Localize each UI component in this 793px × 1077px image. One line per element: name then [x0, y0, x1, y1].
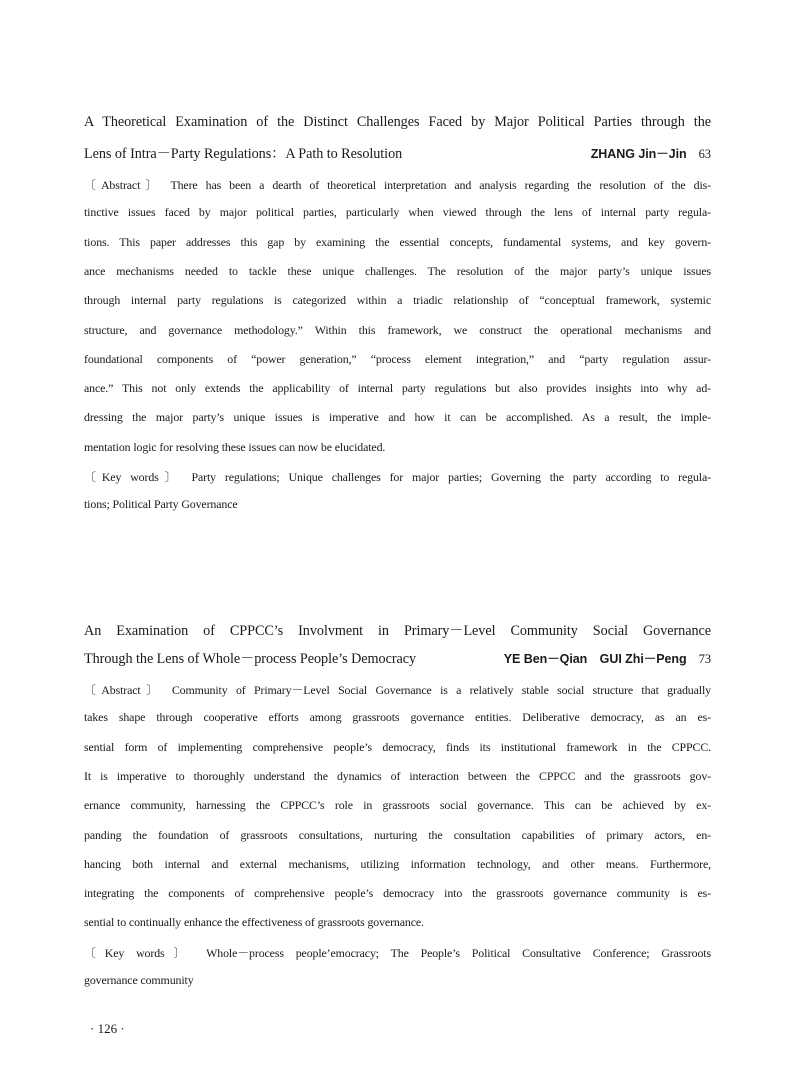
article-title-line: An Examination of CPPCC’s Involvment in Primary－Level Community Social Governance [84, 623, 711, 639]
abstract-line: ance mechanisms needed to tackle these unique challenges. The resolution of the major party’s unique issues [84, 263, 711, 278]
keywords-line: governance community [84, 973, 194, 987]
abstract-line: sential form of implementing comprehensive people’s democracy, finds its institutional framework in the CPPCC. [84, 739, 711, 754]
abstract-line: structure, and governance methodology.” Within this framework, we construct the operational mechanisms and [84, 322, 711, 337]
abstract-line: It is imperative to thoroughly understand the dynamics of interaction between the CPPCC and the grassroots gov- [84, 768, 711, 783]
article-title-row [84, 648, 711, 668]
abstract-line: takes shape through cooperative efforts among grassroots governance entities. Deliberative democracy, as an es- [84, 710, 711, 725]
article-title-line: Lens of Intra－Party Regulations：A Path to Resolution [84, 146, 403, 162]
article-title-line: Through the Lens of Whole－process People’s Democracy [84, 651, 417, 667]
article-title-line: A Theoretical Examination of the Distinct Challenges Faced by Major Political Parties through the [84, 114, 711, 130]
abstract-line: dressing the major party’s unique issues is imperative and how it can be accomplished. As a result, the imple- [84, 410, 711, 425]
abstract-line: hancing both internal and external mechanisms, utilizing information technology, and other means. Furthermore, [84, 856, 711, 871]
abstract-line: through internal party regulations is categorized within a triadic relationship of “conceptual framework, systemic [84, 293, 711, 308]
abstract-line: integrating the components of comprehensive people’s democracy into the grassroots governance community is es- [84, 886, 711, 901]
abstract-line: ance.” This not only extends the applicability of internal party regulations but also provides insights into why ad- [84, 381, 711, 396]
article-title-row [84, 143, 711, 163]
article-page: 73 [698, 652, 711, 666]
abstract-line: sential to continually enhance the effectiveness of grassroots governance. [84, 915, 424, 930]
abstract-line: 〔Abstract〕 There has been a dearth of theoretical interpretation and analysis regarding the resolution of the dis- [84, 178, 711, 192]
abstract-line: 〔Abstract〕 Community of Primary－Level Social Governance is a relatively stable social structure that gradually [84, 683, 711, 697]
keywords-line: 〔Key words〕 Whole－process people’emocracy; The People’s Political Consultative Conference; Grassroots [84, 945, 711, 960]
page-number: · 126 · [90, 1021, 125, 1036]
abstract-line: ernance community, harnessing the CPPCC’s role in grassroots social governance. This can be achieved by ex- [84, 798, 711, 813]
abstract-line: mentation logic for resolving these issues can now be elucidated. [84, 439, 386, 454]
abstract-line: tinctive issues faced by major political parties, particularly when viewed through the lens of internal party regula- [84, 205, 711, 220]
keywords-line: 〔Key words〕 Party regulations; Unique challenges for major parties; Governing the party according to regula- [84, 470, 711, 484]
abstract-line: foundational components of “power generation,” “process element integration,” and “party regulation assur- [84, 351, 711, 366]
article-authors: ZHANG Jin－Jin [590, 147, 687, 161]
keywords-line: tions; Political Party Governance [84, 497, 238, 512]
abstract-line: tions. This paper addresses this gap by examining the essential concepts, fundamental systems, and key govern- [84, 234, 711, 249]
article-page: 63 [698, 147, 711, 161]
article-authors: YE Ben－Qian GUI Zhi－Peng [503, 652, 687, 666]
abstract-line: panding the foundation of grassroots consultations, nurturing the consultation capabilities of primary actors, en- [84, 827, 711, 842]
